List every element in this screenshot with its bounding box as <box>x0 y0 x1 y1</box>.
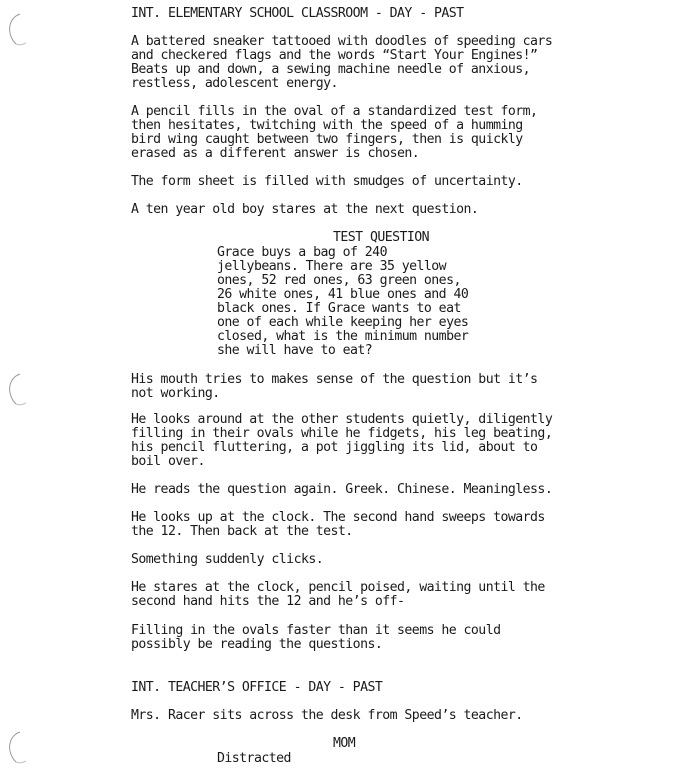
scene-heading: INT. TEACHER’S OFFICE - DAY - PAST <box>131 680 383 695</box>
action-paragraph: Mrs. Racer sits across the desk from Speed’s teacher. <box>131 708 523 723</box>
action-paragraph: A pencil fills in the oval of a standardized test form, then hesitates, twitching with the speed of a humming bird wing caught between two fingers, then is quickly erased as a different answer is chosen. <box>131 104 538 161</box>
action-paragraph: He reads the question again. Greek. Chinese. Meaningless. <box>131 482 553 497</box>
parenthetical: Distracted <box>217 751 291 766</box>
scene-heading: INT. ELEMENTARY SCHOOL CLASSROOM - DAY - PAST <box>131 6 464 21</box>
punch-hole-mark <box>0 370 28 410</box>
action-paragraph: Something suddenly clicks. <box>131 552 324 567</box>
action-paragraph: A battered sneaker tattooed with doodles of speeding cars and checkered flags and the words “Start Your Engines!” Beats up and down, a sewing machine needle of anxious, restless, adolescent energy. <box>131 34 553 91</box>
action-paragraph: A ten year old boy stares at the next question. <box>131 202 479 217</box>
punch-hole-mark <box>0 10 28 50</box>
dialogue-block: Grace buys a bag of 240 jellybeans. There are 35 yellow ones, 52 red ones, 63 green ones, 26 white ones, 41 blue ones and 40 black ones. If Grace wants to eat one of each while keeping her eyes closed, what is the minimum number she will have to eat? <box>217 245 469 358</box>
action-paragraph: His mouth tries to makes sense of the question but it’s not working. <box>131 372 538 401</box>
action-paragraph: He looks up at the clock. The second hand sweeps towards the 12. Then back at the test. <box>131 510 545 539</box>
punch-hole-mark <box>0 728 28 768</box>
action-paragraph: Filling in the ovals faster than it seems he could possibly be reading the questions. <box>131 623 501 652</box>
character-name: TEST QUESTION <box>333 230 430 245</box>
action-paragraph: The form sheet is filled with smudges of uncertainty. <box>131 174 523 189</box>
action-paragraph: He looks around at the other students quietly, diligently filling in their ovals while he fidgets, his leg beating, his pencil fluttering, a pot jiggling its lid, about to boil over. <box>131 412 553 469</box>
character-name: MOM <box>333 736 356 751</box>
action-paragraph: He stares at the clock, pencil poised, waiting until the second hand hits the 12 and he’s off- <box>131 580 545 609</box>
